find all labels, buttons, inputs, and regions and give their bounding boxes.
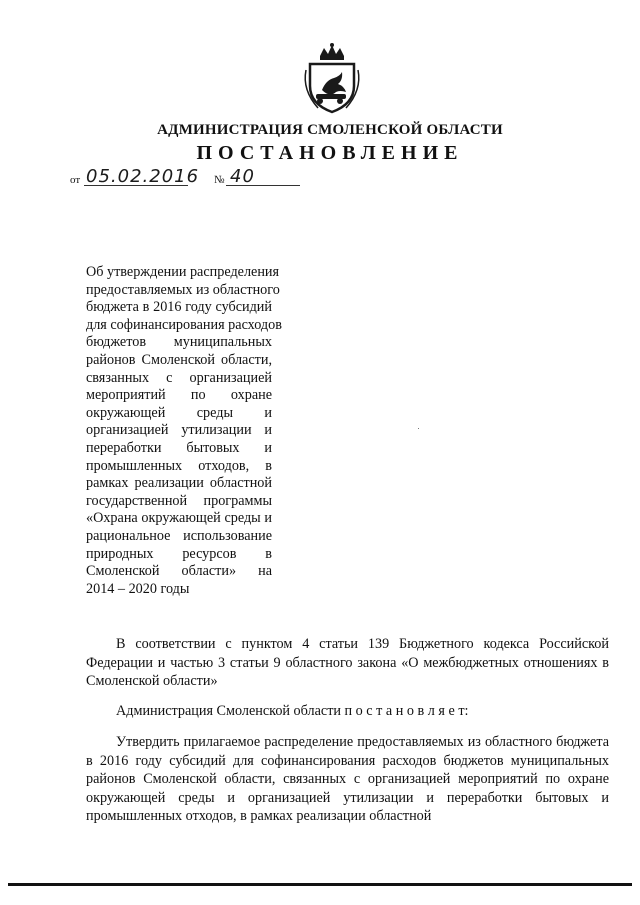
handwritten-date: 05.02.2016	[86, 166, 200, 187]
title-line: промышленных отходов, в	[86, 457, 272, 474]
document-title	[86, 264, 282, 598]
title-line: «Охрана окружающей среды и	[86, 510, 272, 527]
title-line: государственной программы	[86, 492, 272, 509]
handwritten-number: 40	[230, 166, 255, 187]
title-line: рациональное использование	[86, 527, 272, 544]
title-line: бюджетов муниципальных	[86, 334, 272, 351]
title-line: Смоленской области» на	[86, 563, 272, 580]
body-paragraph-resolves: Администрация Смоленской области п о с т а н о в л я е т:	[116, 703, 469, 720]
title-line: для софинансирования расходов	[86, 316, 282, 333]
title-line: рамках реализации областной	[86, 475, 272, 492]
title-line: 2014 – 2020 годы	[86, 580, 190, 597]
title-line: Об утверждении распределения	[86, 264, 280, 280]
scan-speck	[418, 428, 419, 429]
title-line: связанных с организацией	[86, 369, 272, 386]
title-line: районов Смоленской области,	[86, 351, 272, 368]
title-line: мероприятий по охране	[86, 387, 272, 404]
title-line: переработки бытовых и	[86, 439, 272, 456]
organization-name: АДМИНИСТРАЦИЯ СМОЛЕНСКОЙ ОБЛАСТИ	[157, 122, 503, 138]
title-line: организацией утилизации и	[86, 422, 272, 439]
title-line: бюджета в 2016 году субсидий	[86, 299, 272, 316]
title-line: окружающей среды и	[86, 404, 272, 421]
title-line: предоставляемых из областного	[86, 281, 280, 298]
coat-of-arms-icon	[296, 42, 368, 114]
body-paragraph-approve: Утвердить прилагаемое распределение предоставляемых из областного бюджета в 2016 году субсидий для софинансирования расходов бюджетов муниципальных районов Смоленской области, связанных с организацией мероприятий по охране окружающей среды и организацией утилизации и переработки бытовых и промышленных отходов, в рамках реализации областной	[86, 734, 609, 825]
page-bottom-border	[8, 883, 632, 886]
number-label: №	[214, 174, 225, 186]
body-paragraph-legal-basis: В соответствии с пунктом 4 статьи 139 Бюджетного кодекса Российской Федерации и частью 3 статьи 9 областного закона «О межбюджетных отношениях в Смоленской области»	[86, 636, 609, 690]
document-type: ПОСТАНОВЛЕНИЕ	[196, 142, 464, 164]
date-label: от	[70, 174, 81, 186]
title-line: природных ресурсов в	[86, 545, 272, 562]
